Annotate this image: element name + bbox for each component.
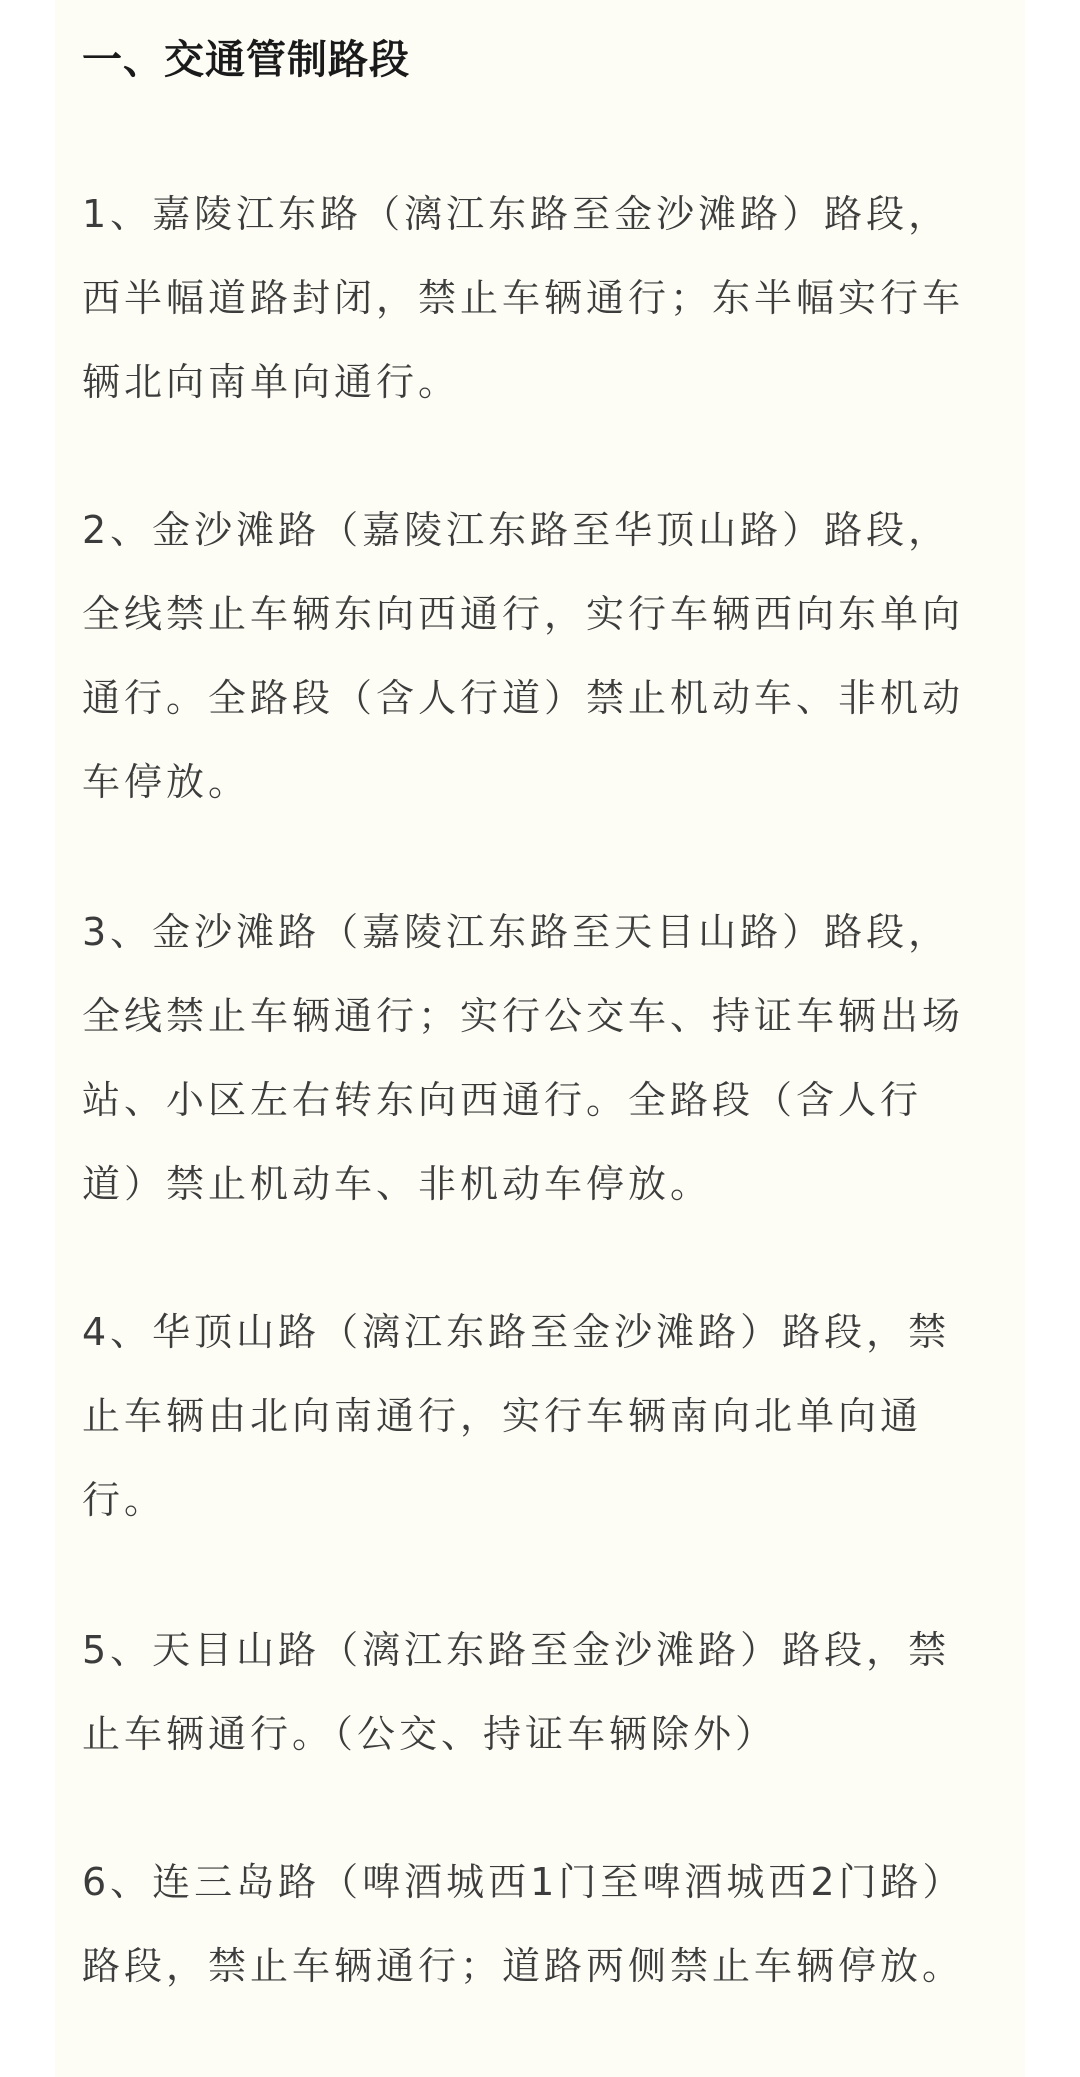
item-text-line: 5、天目山路（漓江东路至金沙滩路）路段，禁	[82, 1628, 951, 1672]
item-text-line: 辆北向南单向通行。	[82, 360, 461, 404]
list-item	[82, 172, 1002, 424]
item-text-line: 6、连三岛路（啤酒城西1门至啤酒城西2门路）	[82, 1860, 965, 1904]
item-text-line: 路段，禁止车辆通行；道路两侧禁止车辆停放。	[82, 1944, 965, 1988]
list-item	[82, 488, 1002, 824]
item-text-line: 4、华顶山路（漓江东路至金沙滩路）路段，禁	[82, 1310, 951, 1354]
item-text-line: 止车辆通行。（公交、持证车辆除外）	[82, 1712, 778, 1756]
item-text-line: 站、小区左右转东向西通行。全路段（含人行	[82, 1078, 923, 1122]
item-text-line: 3、金沙滩路（嘉陵江东路至天目山路）路段，	[82, 910, 951, 954]
list-item	[82, 890, 1002, 1226]
item-text-line: 全线禁止车辆东向西通行，实行车辆西向东单向	[82, 592, 965, 636]
section-heading: 一、交通管制路段	[82, 37, 410, 83]
item-text-line: 道）禁止机动车、非机动车停放。	[82, 1162, 713, 1206]
item-text-line: 2、金沙滩路（嘉陵江东路至华顶山路）路段，	[82, 508, 951, 552]
item-text-line: 西半幅道路封闭，禁止车辆通行；东半幅实行车	[82, 276, 965, 320]
item-text-line: 全线禁止车辆通行；实行公交车、持证车辆出场	[82, 994, 965, 1038]
item-text-line: 止车辆由北向南通行，实行车辆南向北单向通	[82, 1394, 923, 1438]
item-text-line: 通行。全路段（含人行道）禁止机动车、非机动	[82, 676, 965, 720]
item-text-line: 车停放。	[82, 760, 251, 804]
list-item	[82, 1608, 1002, 1776]
list-item	[82, 1840, 1002, 2008]
list-item	[82, 1290, 1002, 1542]
item-text-line: 1、嘉陵江东路（漓江东路至金沙滩路）路段，	[82, 192, 951, 236]
item-text-line: 行。	[82, 1478, 167, 1522]
